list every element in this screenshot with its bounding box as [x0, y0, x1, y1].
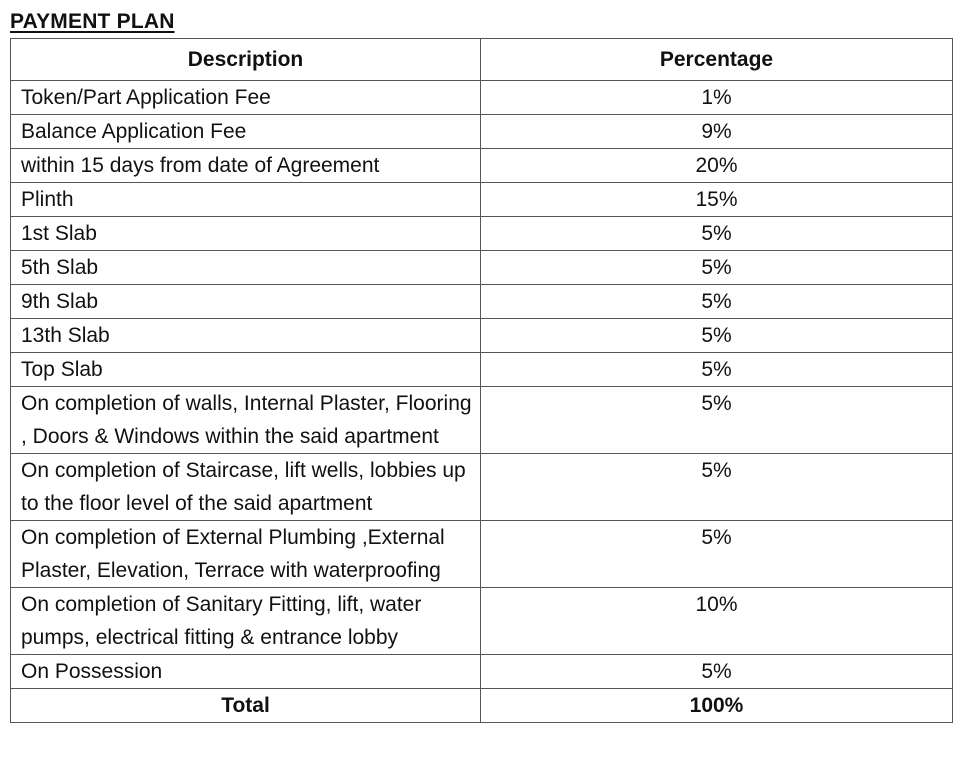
row-percentage: 5% [481, 251, 953, 285]
table-row [11, 149, 953, 183]
row-description: 5th Slab [11, 251, 481, 285]
row-percentage: 5% [481, 353, 953, 387]
table-row [11, 217, 953, 251]
row-percentage: 15% [481, 183, 953, 217]
row-description: Top Slab [11, 353, 481, 387]
row-percentage: 20% [481, 149, 953, 183]
table-header-row [11, 39, 953, 81]
row-description: Balance Application Fee [11, 115, 481, 149]
row-description: On Possession [11, 655, 481, 689]
row-percentage: 5% [481, 521, 953, 588]
table-row [11, 319, 953, 353]
table-row [11, 183, 953, 217]
total-label: Total [11, 689, 481, 723]
table-row [11, 353, 953, 387]
row-percentage: 5% [481, 285, 953, 319]
row-description: Token/Part Application Fee [11, 81, 481, 115]
row-description: Plinth [11, 183, 481, 217]
table-row [11, 285, 953, 319]
payment-plan-table [10, 38, 953, 723]
row-percentage: 5% [481, 655, 953, 689]
row-percentage: 5% [481, 319, 953, 353]
row-percentage: 10% [481, 588, 953, 655]
table-row [11, 81, 953, 115]
row-description: On completion of Sanitary Fitting, lift, water pumps, electrical fitting & entrance lobby [11, 588, 481, 655]
table-row [11, 115, 953, 149]
row-description: 13th Slab [11, 319, 481, 353]
total-percentage: 100% [481, 689, 953, 723]
row-description: On completion of Staircase, lift wells, lobbies up to the floor level of the said apartment [11, 454, 481, 521]
table-row [11, 454, 953, 521]
row-percentage: 1% [481, 81, 953, 115]
table-row [11, 251, 953, 285]
row-percentage: 5% [481, 387, 953, 454]
row-description: within 15 days from date of Agreement [11, 149, 481, 183]
table-row [11, 387, 953, 454]
table-row [11, 655, 953, 689]
row-description: On completion of External Plumbing ,External Plaster, Elevation, Terrace with waterproofing [11, 521, 481, 588]
row-percentage: 9% [481, 115, 953, 149]
total-row [11, 689, 953, 723]
row-description: On completion of walls, Internal Plaster, Flooring , Doors & Windows within the said apartment [11, 387, 481, 454]
page-title: PAYMENT PLAN [10, 10, 175, 33]
table-row [11, 588, 953, 655]
row-description: 1st Slab [11, 217, 481, 251]
row-description: 9th Slab [11, 285, 481, 319]
column-header-percentage: Percentage [481, 39, 953, 81]
column-header-description: Description [11, 39, 481, 81]
row-percentage: 5% [481, 217, 953, 251]
table-row [11, 521, 953, 588]
row-percentage: 5% [481, 454, 953, 521]
